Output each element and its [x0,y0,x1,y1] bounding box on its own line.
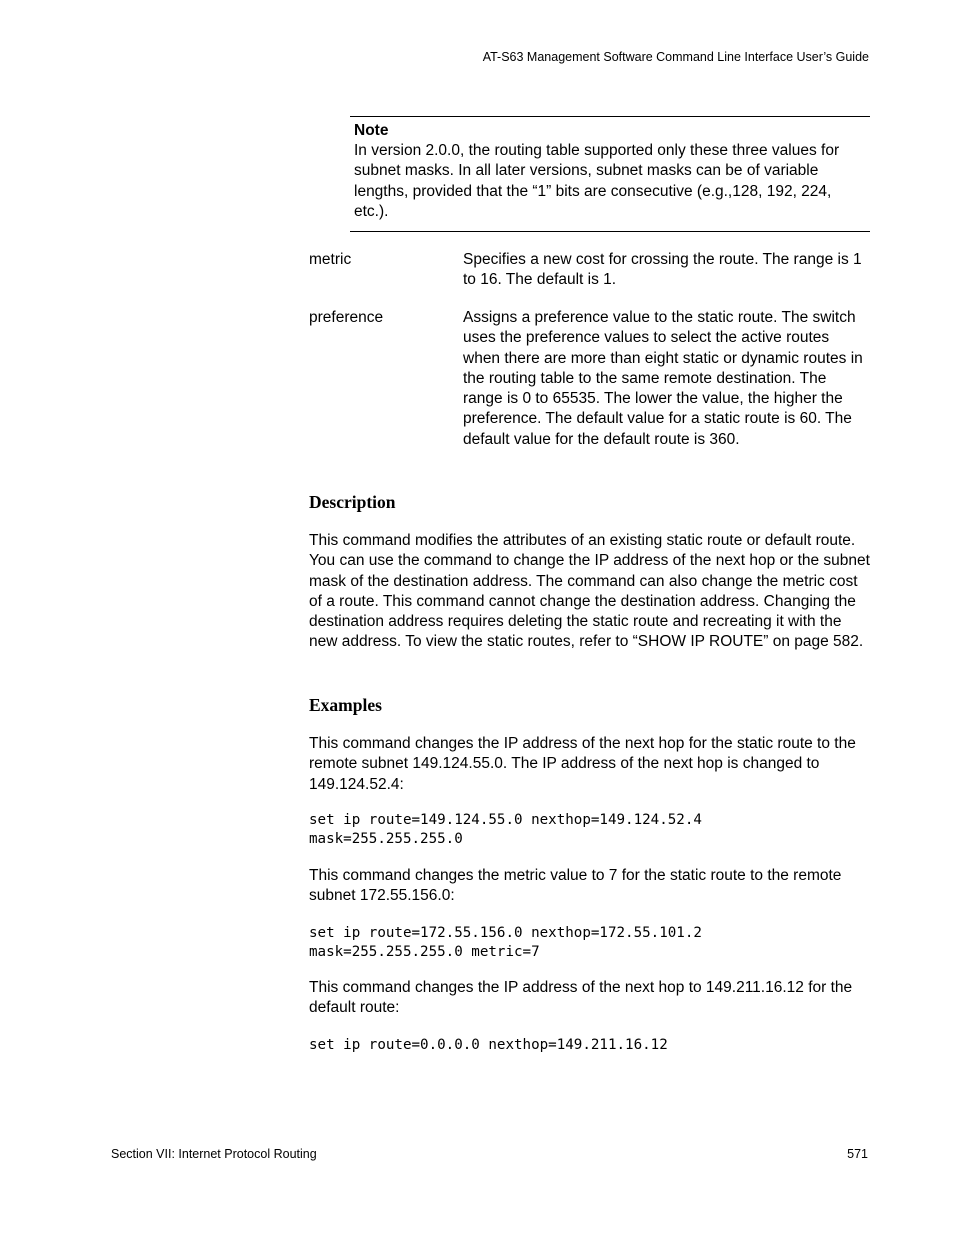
examples-heading: Examples [309,695,382,715]
example-3-code: set ip route=0.0.0.0 nexthop=149.211.16.12 [309,1037,668,1053]
note-text: In version 2.0.0, the routing table supported only these three values for subnet masks. In all later versions, subnet masks can be of variable lengths, provided that the “1” bits are consecutive (e.g.,128, 192, 224, etc.). [354,142,840,220]
description-text: This command modifies the attributes of an existing static route or default route. You can use the command to change the IP address of the next hop or the subnet mask of the destination address. The command can also change the metric cost of a route. This command cannot change the destination address. Changing the destination address requires deleting the static route and recreating it with the new address. To view the static routes, refer to “SHOW IP ROUTE” on page 582. [309,532,870,651]
example-1-text: This command changes the IP address of the next hop for the static route to the remote subnet 149.124.55.0. The IP address of the next hop is changed to 149.124.52.4: [309,735,856,793]
note-heading: Note [354,122,389,139]
footer-page-number: 571 [847,1147,868,1161]
parameter-description-preference: Assigns a preference value to the static route. The switch uses the preference values to select the active routes when there are more than eight static or dynamic routes in the routing table to the same remote destination. The range is 0 to 65535. The lower the value, the higher the preference. The default value for a static route is 60. The default value for the default route is 360. [463,309,863,448]
description-heading: Description [309,492,396,512]
note-box [350,116,870,232]
parameter-name-preference: preference [309,309,384,326]
parameter-name-metric: metric [309,251,352,268]
parameter-description-metric: Specifies a new cost for crossing the route. The range is 1 to 16. The default is 1. [463,251,862,289]
example-2-text: This command changes the metric value to 7 for the static route to the remote subnet 172.55.156.0: [309,867,842,905]
footer-section-title: Section VII: Internet Protocol Routing [111,1147,317,1161]
example-1-code: set ip route=149.124.55.0 nexthop=149.124.52.4 mask=255.255.255.0 [309,812,702,847]
running-header-title: AT-S63 Management Software Command Line Interface User’s Guide [482,50,869,64]
example-3-text: This command changes the IP address of the next hop to 149.211.16.12 for the default route: [309,979,853,1017]
example-2-code: set ip route=172.55.156.0 nexthop=172.55.101.2 mask=255.255.255.0 metric=7 [309,925,702,960]
